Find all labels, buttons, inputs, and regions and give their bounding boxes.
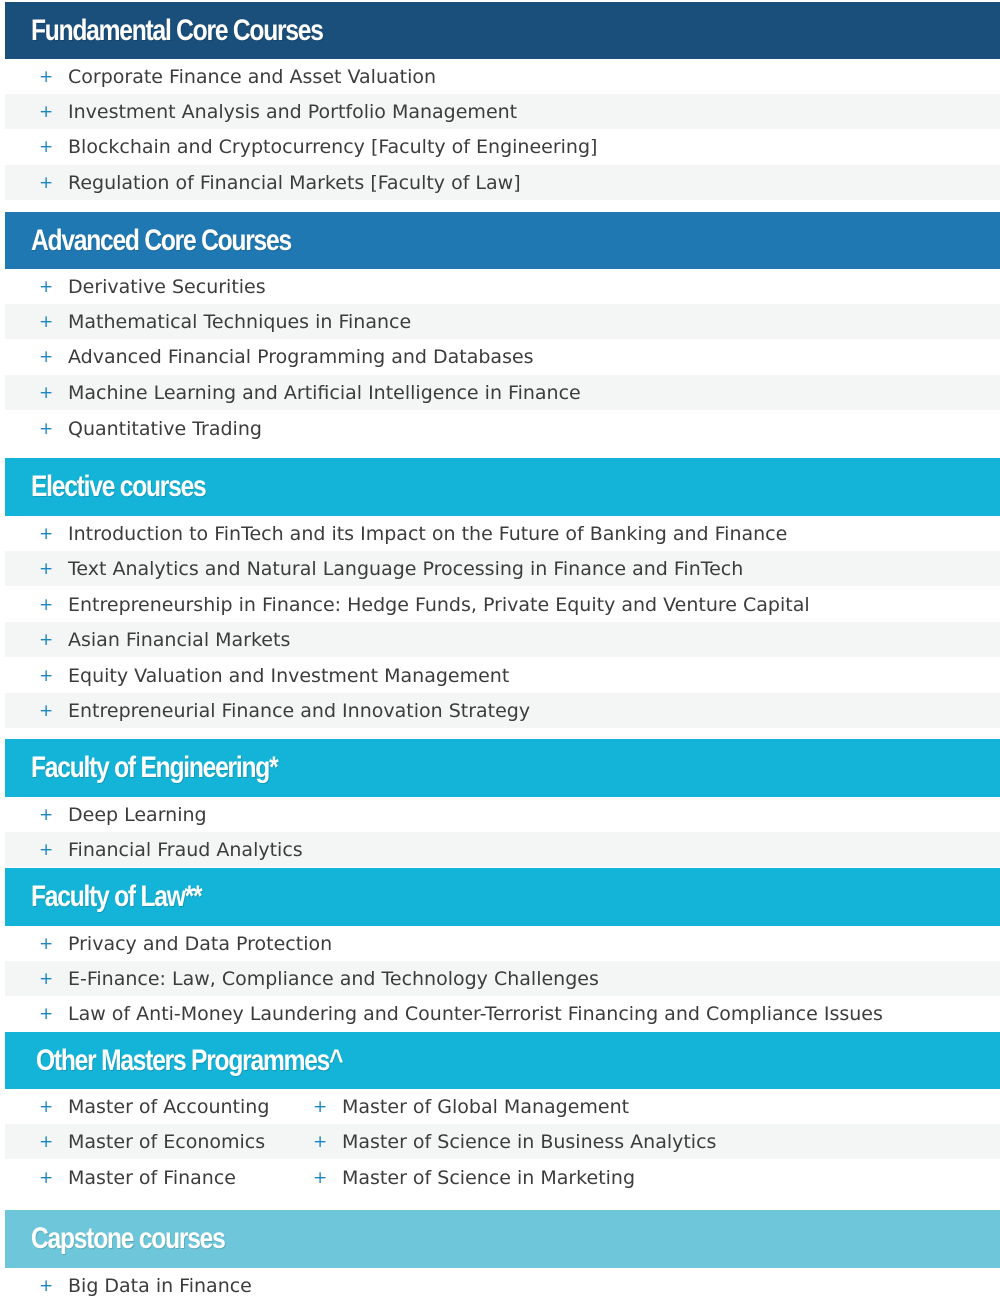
plus-icon: +	[313, 1131, 328, 1152]
plus-icon: +	[39, 418, 54, 439]
plus-icon: +	[313, 1096, 328, 1117]
list-item[interactable]: + Entrepreneurship in Finance: Hedge Funds, Private Equity and Venture Capital	[5, 587, 1000, 622]
list-item[interactable]: + Master of Accounting + Master of Global Management	[5, 1089, 1000, 1124]
plus-icon: +	[39, 1003, 54, 1024]
list-item[interactable]: + Quantitative Trading	[5, 411, 1000, 446]
list-item[interactable]: + Machine Learning and Artificial Intelligence in Finance	[5, 375, 1000, 410]
plus-icon: +	[39, 382, 54, 403]
plus-icon: +	[39, 700, 54, 721]
list-item[interactable]: + Law of Anti-Money Laundering and Counter-Terrorist Financing and Compliance Issues	[5, 996, 1000, 1031]
plus-icon: +	[39, 839, 54, 860]
list-item[interactable]: + Text Analytics and Natural Language Processing in Finance and FinTech	[5, 551, 1000, 586]
list-item[interactable]: + Mathematical Techniques in Finance	[5, 304, 1000, 339]
section-header-capstone	[5, 1210, 1000, 1268]
plus-icon: +	[39, 804, 54, 825]
list-item[interactable]: + Blockchain and Cryptocurrency [Faculty of Engineering]	[5, 129, 1000, 164]
section-title-elective: Elective courses	[31, 470, 206, 503]
plus-icon: +	[39, 346, 54, 367]
section-header-elective	[5, 458, 1000, 516]
plus-icon: +	[39, 136, 54, 157]
plus-icon: +	[39, 523, 54, 544]
plus-icon: +	[313, 1167, 328, 1188]
plus-icon: +	[39, 66, 54, 87]
plus-icon: +	[39, 558, 54, 579]
list-item[interactable]: + Master of Economics + Master of Science in Business Analytics	[5, 1124, 1000, 1159]
list-item[interactable]: + Introduction to FinTech and its Impact on the Future of Banking and Finance	[5, 516, 1000, 551]
section-title-capstone: Capstone courses	[31, 1222, 225, 1255]
section-title-law: Faculty of Law**	[31, 880, 202, 913]
list-item[interactable]: + Advanced Financial Programming and Databases	[5, 339, 1000, 374]
plus-icon: +	[39, 629, 54, 650]
plus-icon: +	[39, 594, 54, 615]
section-header-advanced	[5, 212, 1000, 269]
plus-icon: +	[39, 1131, 54, 1152]
list-item[interactable]: + Asian Financial Markets	[5, 622, 1000, 657]
plus-icon: +	[39, 101, 54, 122]
section-title-fundamental: Fundamental Core Courses	[31, 13, 323, 47]
list-item[interactable]: + Entrepreneurial Finance and Innovation Strategy	[5, 693, 1000, 728]
list-item[interactable]: + Financial Fraud Analytics	[5, 832, 1000, 867]
list-item[interactable]: + Big Data in Finance	[5, 1268, 1000, 1303]
plus-icon: +	[39, 1275, 54, 1296]
section-title-engineering: Faculty of Engineering*	[31, 751, 278, 784]
section-header-law	[5, 868, 1000, 926]
plus-icon: +	[39, 665, 54, 686]
list-item[interactable]: + Equity Valuation and Investment Management	[5, 658, 1000, 693]
list-item[interactable]: + Derivative Securities	[5, 269, 1000, 304]
list-item[interactable]: + Regulation of Financial Markets [Faculty of Law]	[5, 165, 1000, 200]
list-item[interactable]: + E-Finance: Law, Compliance and Technology Challenges	[5, 961, 1000, 996]
plus-icon: +	[39, 1167, 54, 1188]
list-item[interactable]: + Investment Analysis and Portfolio Management	[5, 94, 1000, 129]
plus-icon: +	[39, 311, 54, 332]
plus-icon: +	[39, 1096, 54, 1117]
section-header-fundamental	[5, 2, 1000, 59]
list-item[interactable]: + Corporate Finance and Asset Valuation	[5, 59, 1000, 94]
list-item[interactable]: + Privacy and Data Protection	[5, 926, 1000, 961]
plus-icon: +	[39, 276, 54, 297]
plus-icon: +	[39, 933, 54, 954]
list-item[interactable]: + Master of Finance + Master of Science in Marketing	[5, 1160, 1000, 1195]
plus-icon: +	[39, 968, 54, 989]
section-title-advanced: Advanced Core Courses	[31, 223, 291, 257]
section-title-other: Other Masters Programmes^	[36, 1043, 343, 1077]
section-header-engineering	[5, 739, 1000, 797]
plus-icon: +	[39, 172, 54, 193]
section-header-other	[5, 1032, 1000, 1089]
list-item[interactable]: + Deep Learning	[5, 797, 1000, 832]
